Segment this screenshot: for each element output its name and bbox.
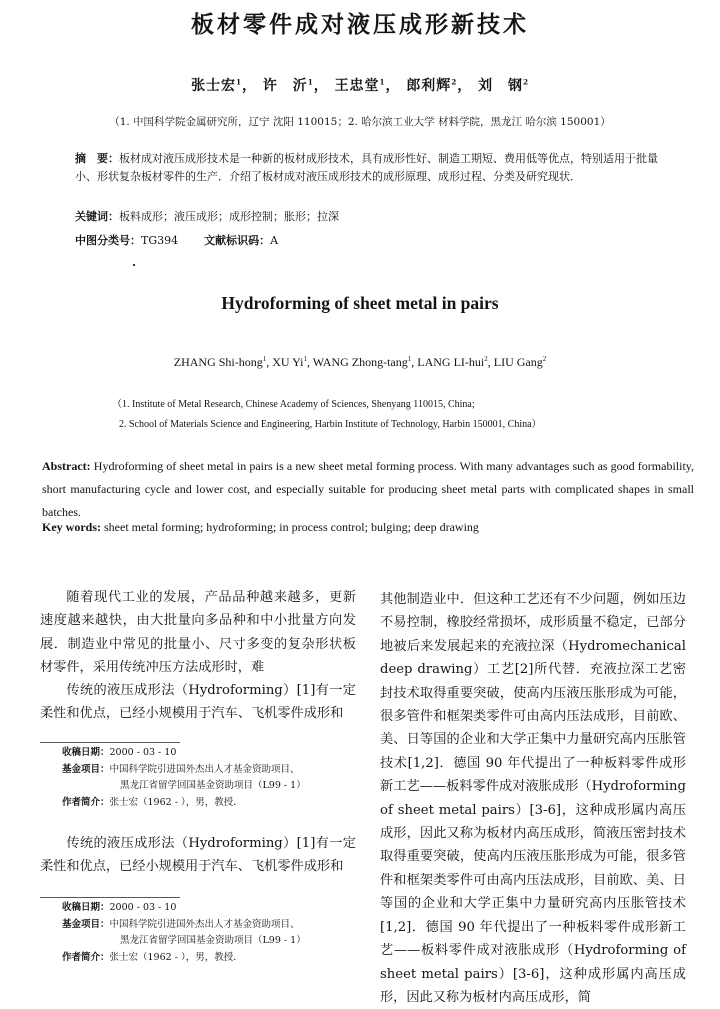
author-name: XU Yi: [272, 355, 304, 369]
abstract-label-cn: 摘 要：: [75, 152, 119, 165]
keywords-cn: [75, 208, 663, 224]
affiliation-en-line-1: （1. Institute of Metal Research, Chinese Academy of Sciences, Shenyang 110015, China;: [112, 399, 475, 410]
author-bio: 张士宏（1962 - ），男，教授．: [109, 796, 243, 808]
author-name: 刘 钢: [478, 78, 524, 94]
keywords-en: [42, 520, 694, 535]
class-value: TG394: [141, 234, 179, 247]
author-affil-mark: 1: [303, 355, 307, 363]
paper-title-en: Hydroforming of sheet metal in pairs: [221, 293, 499, 313]
doc-code-value: A: [270, 234, 279, 247]
body-right-column: [380, 588, 686, 1005]
affiliation-cn: （1. 中国科学院金属研究所，辽宁 沈阳 110015；2. 哈尔滨工业大学 材料学院，黑龙江 哈尔滨 150001）: [109, 116, 611, 128]
body-left-paragraph-2-duplicate: [40, 832, 356, 879]
body-paragraph: 传统的液压成形法（Hydroforming）[1]有一定柔性和优点，已经小规模用于汽车、飞机零件成形和: [40, 836, 356, 875]
footnote-block-duplicate: [62, 900, 358, 966]
fund-line-1: 中国科学院引进国外杰出人才基金资助项目、: [109, 763, 300, 775]
body-paragraph: 随着现代工业的发展，产品品种越来越多，更新速度越来越快，由大批量向多品种和中小批量方向发展．制造业中常见的批量小、尺寸多变的复杂形状板材零件，采用传统冲压方法成形时，难: [40, 590, 356, 676]
author-affil-mark: 1: [407, 355, 412, 363]
class-label: 中图分类号：: [75, 234, 141, 247]
received-label: 收稿日期：: [62, 902, 110, 913]
fund-label: 基金项目：: [62, 763, 110, 775]
keywords-text-en: sheet metal forming; hydroforming; in process control; bulging; deep drawing: [104, 520, 479, 534]
keywords-label-en: Key words:: [42, 520, 101, 534]
author-affil-mark: 2: [523, 77, 529, 87]
received-date: 2000 - 03 - 10: [109, 902, 177, 913]
author-affil-mark: 1: [236, 77, 242, 87]
author-affil-mark: 1: [307, 77, 314, 87]
fund-label: 基金项目：: [62, 918, 110, 930]
author-bio-label: 作者简介：: [62, 796, 110, 808]
body-paragraph: 传统的液压成形法（Hydroforming）[1]有一定柔性和优点，已经小规模用于汽车、飞机零件成形和: [40, 683, 356, 722]
author-bio: 张士宏（1962 - ），男，教授．: [109, 951, 243, 963]
affiliation-en-line-2: 2. School of Materials Science and Engineering, Harbin Institute of Technology, Harbin 150001, China）: [119, 419, 542, 430]
stray-dot: [133, 264, 135, 266]
abstract-en: [42, 455, 694, 524]
paper-title-cn: 板材零件成对液压成形新技术: [191, 11, 529, 38]
author-name: 许 沂: [262, 78, 308, 94]
keywords-label-cn: 关键词：: [75, 210, 119, 223]
author-bio-label: 作者简介：: [62, 951, 110, 963]
author-list-cn: 张士宏$^1$， 许 沂$^1$， 王忠堂$^1$， 郎利辉$^2$， 刘 钢$^2$: [191, 77, 529, 94]
footnote-rule: [40, 742, 180, 743]
author-name: 王忠堂: [334, 78, 380, 94]
footnote-rule-duplicate: [40, 897, 180, 898]
keywords-text-cn: 板料成形；液压成形；成形控制；胀形；拉深: [119, 210, 339, 223]
abstract-text-cn: 板材成对液压成形技术是一种新的板材成形技术，具有成形性好、制造工期短、费用低等优点，特别适用于批量小、形状复杂板材零件的生产．介绍了板材成对液压成形技术的成形原理、成形过程、分类及研究现状．: [75, 152, 658, 183]
body-paragraph: 其他制造业中．但这种工艺还有不少问题，例如压边不易控制，橡胶经常损坏，成形质量不稳定，已部分地被后来发展起来的充液拉深（Hydromechanical deep drawing）工艺[2]所代替．充液拉深工艺密封技术取得重要突破，使高内压液压胀形成为可能，很多管件和框架类零件可由高内压法成形，目前欧、美、日等国的企业和大学正集中力量研究高内压胀管技术[1,2]．德国 90 年代提出了一种板料零件成形新工艺——板料零件成对液胀成形（Hydroforming of sheet metal pairs）[3-6]，这种成形属内高压成形，因此又称为板材内高压成形，简液压密封技术取得重要突破，使高内压液压胀形成为可能，很多管件和框架类零件可由高内压法成形，目前欧、美、日等国的企业和大学正集中力量研究高内压胀管技术[1,2]．德国 90 年代提出了一种板料零件成形新工艺——板料零件成对液胀成形（Hydroforming of sheet metal pairs）[3-6]，这种成形属内高压成形，因此又称为板材内高压成形，简: [380, 592, 686, 1005]
abstract-cn: [75, 150, 663, 186]
footnote-block: [62, 745, 358, 811]
abstract-label-en: Abstract:: [42, 459, 91, 473]
author-name: LANG LI-hui: [417, 355, 485, 369]
author-affil-mark: 1: [379, 77, 386, 87]
affiliation-en: [112, 395, 692, 435]
fund-line-2: 黑龙江省留学回国基金资助项目（L99 - 1）: [120, 780, 306, 791]
author-name: 郎利辉: [406, 78, 452, 94]
author-name: 张士宏: [191, 78, 237, 94]
fund-line-2: 黑龙江省留学回国基金资助项目（L99 - 1）: [120, 935, 306, 946]
author-affil-mark: 2: [542, 355, 547, 363]
author-affil-mark: 1: [262, 355, 267, 363]
doc-code-label: 文献标识码：: [204, 234, 271, 247]
author-list-en: ZHANG Shi-hong$^1$, XU Yi$^1$, WANG Zhong-tang$^1$, LANG LI-hui$^2$, LIU Gang$^2$: [173, 355, 547, 369]
author-name: WANG Zhong-tang: [312, 355, 408, 369]
fund-line-1: 中国科学院引进国外杰出人才基金资助项目、: [109, 918, 300, 930]
classification-cn: [75, 232, 663, 248]
author-name: LIU Gang: [493, 355, 543, 369]
body-left-paragraph-1: [40, 586, 356, 676]
author-affil-mark: 2: [484, 355, 488, 363]
abstract-text-en: Hydroforming of sheet metal in pairs is a new sheet metal forming process. With many advantages such as good formability, short manufacturing cycle and lower cost, and especially suitable for producing sheet metal parts with complicated shapes in small batches.: [42, 459, 695, 519]
body-left-paragraph-2: [40, 679, 356, 726]
author-affil-mark: 2: [451, 77, 458, 87]
received-label: 收稿日期：: [62, 747, 110, 758]
received-date: 2000 - 03 - 10: [109, 747, 177, 758]
author-name: ZHANG Shi-hong: [173, 355, 263, 369]
